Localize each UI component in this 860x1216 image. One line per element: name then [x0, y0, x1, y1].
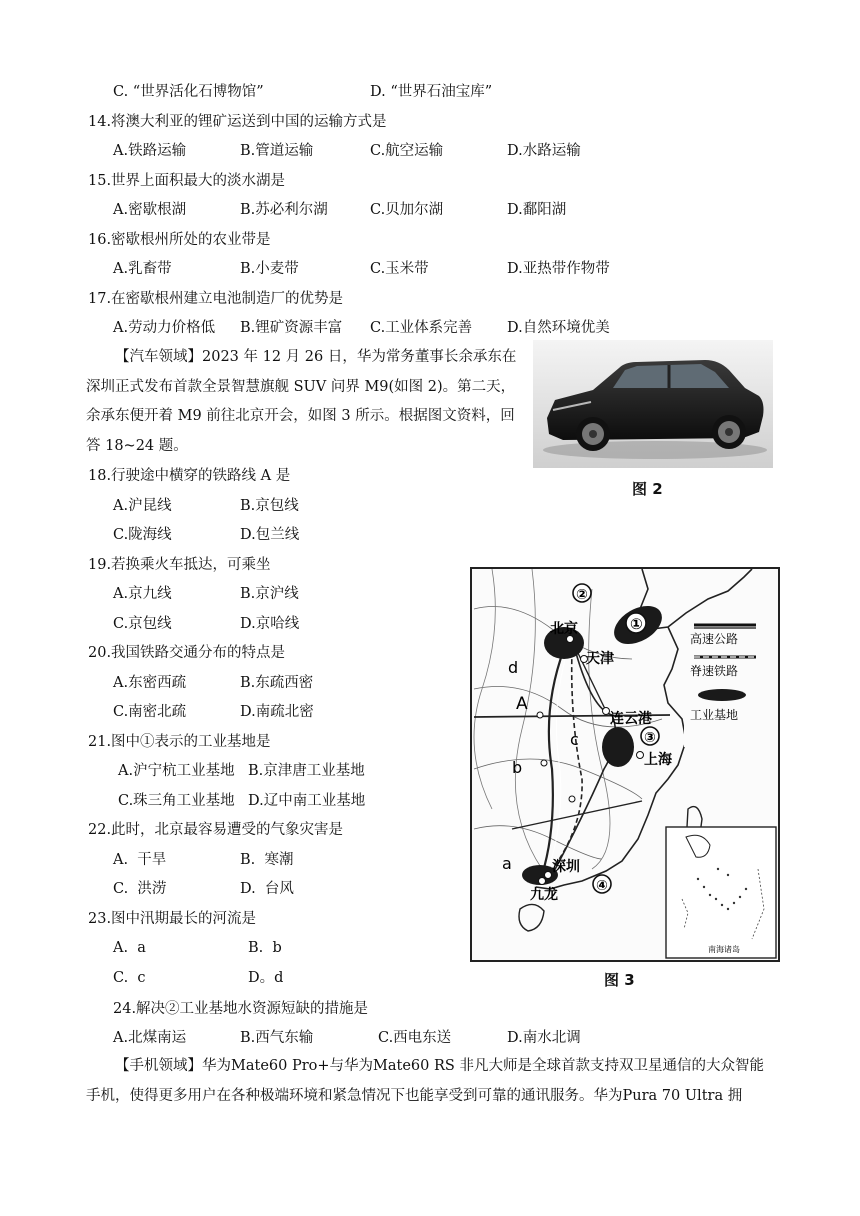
q15-option-a: A.密歇根湖	[113, 202, 187, 218]
q16-option-d: D.亚热带作物带	[507, 261, 610, 277]
q16-stem: 16.密歇根州所处的农业带是	[88, 232, 271, 248]
q21-stem: 21.图中①表示的工业基地是	[88, 734, 271, 750]
marker-3: ③	[644, 730, 656, 746]
label-railway-a: A	[516, 694, 528, 714]
q17-option-b: B.锂矿资源丰富	[240, 320, 343, 336]
label-river-a: a	[502, 854, 512, 873]
label-river-b: b	[512, 758, 523, 777]
q16-option-a: A.乳畜带	[113, 261, 172, 277]
q21-option-d: D.辽中南工业基地	[248, 793, 366, 809]
q20-stem: 20.我国铁路交通分布的特点是	[88, 645, 286, 661]
q14-stem: 14.将澳大利亚的锂矿运送到中国的运输方式是	[88, 114, 387, 130]
phone-section-paragraph	[86, 1052, 776, 1111]
label-river-d: d	[508, 658, 519, 677]
suv-car-icon	[533, 340, 773, 468]
q15-option-c: C.贝加尔湖	[370, 202, 444, 218]
marker-1: ①	[630, 615, 643, 633]
figure-2-car-image	[533, 340, 773, 468]
q20-option-c: C.南密北疏	[113, 704, 187, 720]
q24-stem: 24.解决②工业基地水资源短缺的措施是	[113, 1001, 369, 1017]
marker-4: ④	[596, 878, 608, 894]
q22-option-c: C. 洪涝	[113, 881, 167, 897]
q19-option-d: D.京哈线	[240, 616, 300, 632]
q17-option-d: D.自然环境优美	[507, 320, 610, 336]
legend-highway: 高速公路	[690, 632, 739, 646]
china-east-map	[472, 569, 778, 960]
q24-option-d: D.南水北调	[507, 1030, 581, 1046]
q23-option-d: D。d	[248, 970, 284, 986]
q14-option-a: A.铁路运输	[113, 143, 187, 159]
figure-3-map	[470, 567, 780, 962]
phone-section-text: 华为Mate60 Pro+与华为Mate60 RS 非凡大师是全球首款支持双卫星通信的大众智能手机，使得更多用户在各种极端环境和紧急情况下也能享受到可靠的通讯服务。华为Pura 70 Ultra 拥	[86, 1058, 764, 1104]
q24-option-b: B.西气东输	[240, 1030, 314, 1046]
city-shanghai: 上海	[644, 752, 672, 768]
city-beijing: 北京	[550, 621, 578, 637]
q17-option-a: A.劳动力价格低	[113, 320, 216, 336]
q19-option-c: C.京包线	[113, 616, 172, 632]
q17-stem: 17.在密歇根州建立电池制造厂的优势是	[88, 291, 344, 307]
legend-railway: 脊速铁路	[690, 664, 739, 678]
city-lianyungang: 连云港	[610, 711, 652, 727]
q19-option-a: A.京九线	[113, 586, 172, 602]
q16-option-b: B.小麦带	[240, 261, 299, 277]
q21-option-c: C.珠三角工业基地	[118, 793, 235, 809]
q20-option-a: A.东密西疏	[113, 675, 187, 691]
q14-option-b: B.管道运输	[240, 143, 314, 159]
q19-option-b: B.京沪线	[240, 586, 299, 602]
q20-option-b: B.东疏西密	[240, 675, 314, 691]
q22-stem: 22.此时，北京最容易遭受的气象灾害是	[88, 822, 344, 838]
q21-option-a: A.沪宁杭工业基地	[118, 763, 235, 779]
city-jiulong: 九龙	[530, 887, 558, 903]
q14-option-c: C.航空运输	[370, 143, 444, 159]
q13-option-d: D. “世界石油宝库”	[370, 84, 493, 100]
q19-stem: 19.若换乘火车抵达，可乘坐	[88, 557, 271, 573]
phone-section-tag: 【手机领域】	[115, 1058, 202, 1074]
car-section-paragraph	[86, 343, 526, 461]
q24-option-c: C.西电东送	[378, 1030, 452, 1046]
label-river-c: c	[570, 730, 579, 749]
q15-stem: 15.世界上面积最大的淡水湖是	[88, 173, 286, 189]
q21-option-b: B.京津唐工业基地	[248, 763, 365, 779]
car-section-text: 2023 年 12 月 26 日，华为常务董事长余承东在深圳正式发布首款全景智慧旗舰 SUV 问界 M9(如图 2)。第二天，余承东便开着 M9 前往北京开会，如图 3 所示。根据图文资料，回答 18~24 题。	[86, 349, 517, 454]
q18-option-b: B.京包线	[240, 498, 299, 514]
q13-option-c: C. “世界活化石博物馆”	[113, 84, 264, 100]
q14-option-d: D.水路运输	[507, 143, 581, 159]
city-tianjin: 天津	[586, 651, 614, 667]
q18-option-a: A.沪昆线	[113, 498, 172, 514]
q15-option-d: D.鄱阳湖	[507, 202, 567, 218]
figure-3-caption: 图 3	[604, 971, 635, 989]
q23-stem: 23.图中汛期最长的河流是	[88, 911, 257, 927]
q18-stem: 18.行驶途中横穿的铁路线 A 是	[88, 468, 291, 484]
figure-2-caption: 图 2	[632, 480, 663, 498]
q15-option-b: B.苏必利尔湖	[240, 202, 328, 218]
q18-option-c: C.陇海线	[113, 527, 172, 543]
legend-industrial-base: 工业基地	[690, 708, 739, 722]
city-shenzhen: 深圳	[552, 859, 580, 875]
inset-label: 南海诸岛	[708, 945, 740, 954]
q17-option-c: C.工业体系完善	[370, 320, 473, 336]
q22-option-d: D. 台风	[240, 881, 294, 897]
q20-option-d: D.南疏北密	[240, 704, 314, 720]
q23-option-c: C. c	[113, 970, 146, 986]
q23-option-b: B. b	[248, 940, 282, 956]
q18-option-d: D.包兰线	[240, 527, 300, 543]
q16-option-c: C.玉米带	[370, 261, 429, 277]
q22-option-a: A. 干旱	[113, 852, 167, 868]
q24-option-a: A.北煤南运	[113, 1030, 187, 1046]
car-section-tag: 【汽车领域】	[115, 349, 202, 365]
q22-option-b: B. 寒潮	[240, 852, 294, 868]
marker-2: ②	[576, 587, 588, 603]
q23-option-a: A. a	[113, 940, 146, 956]
